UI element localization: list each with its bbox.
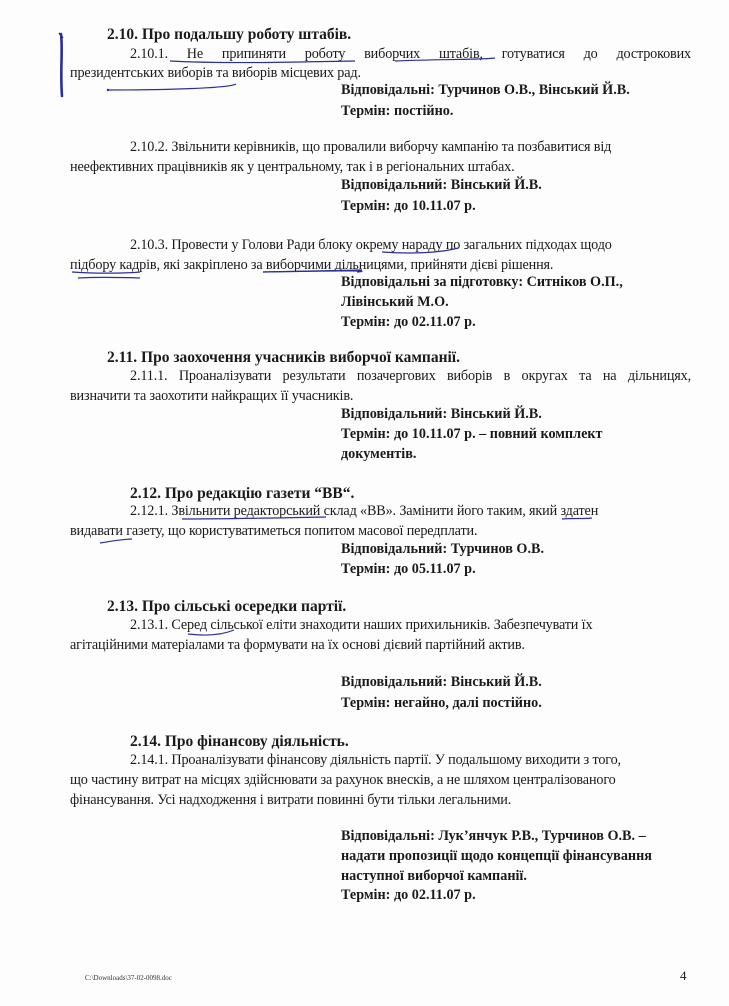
item-2-13-1-line-1: 2.13.1. Серед сільської еліти знаходити наших прихильників. Забезпечувати їх <box>130 617 593 633</box>
footer-file-path: C:\Downloads\37-02-0098.doc <box>85 974 172 982</box>
item-2-10-2-line-1: 2.10.2. Звільнити керівників, що провалили виборчу кампанію та позбавитися від <box>130 139 612 155</box>
section-heading-2-13: 2.13. Про сільські осередки партії. <box>107 598 347 615</box>
item-2-10-3-deadline: Термін: до 02.11.07 р. <box>341 314 476 330</box>
item-2-10-3-responsible-line-1: Відповідальні за підготовку: Ситніков О.П., <box>341 274 623 290</box>
item-2-10-3-line-1: 2.10.3. Провести у Голови Ради блоку окрему нараду по загальних підходах щодо <box>130 237 612 253</box>
item-2-14-1-responsible-line-1: Відповідальні: Лук’янчук Р.В., Турчинов О.В. – <box>341 828 646 844</box>
section-heading-2-14: 2.14. Про фінансову діяльність. <box>130 733 349 750</box>
item-2-10-3-line-2: підбору кадрів, які закріплено за виборчими дільницями, прийняти дієві рішення. <box>70 257 554 273</box>
section-heading-2-12: 2.12. Про редакцію газети “ВВ“. <box>130 485 355 502</box>
item-2-14-1-line-2: що частину витрат на місцях здійснювати за рахунок внесків, а не шляхом централізованого <box>70 772 616 788</box>
item-2-11-1-line-1: 2.11.1. Проаналізувати результати позачергових виборів в округах та на дільницях, <box>130 368 691 384</box>
item-2-14-1-line-3: фінансування. Усі надходження і витрати повинні бути тільки легальними. <box>70 792 512 808</box>
item-2-10-1-line-1: 2.10.1. Не припиняти роботу виборчих штабів, готуватися до дострокових <box>130 46 691 62</box>
section-heading-2-11: 2.11. Про заохочення учасників виборчої кампанії. <box>107 349 460 366</box>
page-number: 4 <box>680 968 687 983</box>
handwritten-margin-mark <box>55 30 69 102</box>
item-2-11-1-responsible: Відповідальний: Вінський Й.В. <box>341 406 542 422</box>
item-2-12-1-deadline: Термін: до 05.11.07 р. <box>341 561 476 577</box>
item-2-10-2-line-2: неефективних працівників як у центральному, так і в регіональних штабах. <box>70 159 515 175</box>
item-2-11-1-line-2: визначити та заохотити найкращих її учасників. <box>70 388 354 404</box>
item-2-10-1-line-2: президентських виборів та виборів місцевих рад. <box>70 65 361 81</box>
item-2-14-1-deadline: Термін: до 02.11.07 р. <box>341 887 476 903</box>
item-2-12-1-line-1: 2.12.1. Звільнити редакторський склад «ВВ». Замінити його таким, який здатен <box>130 503 599 519</box>
item-2-10-2-responsible: Відповідальний: Вінський Й.В. <box>341 177 542 193</box>
item-2-14-1-responsible-line-2: надати пропозиції щодо концепції фінансування <box>341 848 652 864</box>
item-2-14-1-line-1: 2.14.1. Проаналізувати фінансову діяльність партії. У подальшому виходити з того, <box>130 752 621 768</box>
item-2-10-3-responsible-line-2: Лівінський М.О. <box>341 294 449 310</box>
item-2-11-1-deadline-continued: документів. <box>341 446 417 462</box>
item-2-12-1-responsible: Відповідальний: Турчинов О.В. <box>341 541 545 557</box>
section-heading-2-10: 2.10. Про подальшу роботу штабів. <box>107 26 352 43</box>
item-2-13-1-responsible: Відповідальний: Вінський Й.В. <box>341 674 542 690</box>
item-2-11-1-deadline: Термін: до 10.11.07 р. – повний комплект <box>341 426 603 442</box>
item-2-14-1-responsible-line-3: наступної виборчої кампанії. <box>341 868 527 884</box>
item-2-12-1-line-2: видавати газету, що користуватиметься попитом масової передплати. <box>70 523 478 539</box>
item-2-10-2-deadline: Термін: до 10.11.07 р. <box>341 198 476 214</box>
item-2-10-1-responsible: Відповідальні: Турчинов О.В., Вінський Й.В. <box>341 82 630 98</box>
item-2-13-1-deadline: Термін: негайно, далі постійно. <box>341 695 542 711</box>
item-2-10-1-deadline: Термін: постійно. <box>341 103 454 119</box>
item-2-13-1-line-2: агітаційними матеріалами та формувати на їх основі дієвий партійний актив. <box>70 637 525 653</box>
